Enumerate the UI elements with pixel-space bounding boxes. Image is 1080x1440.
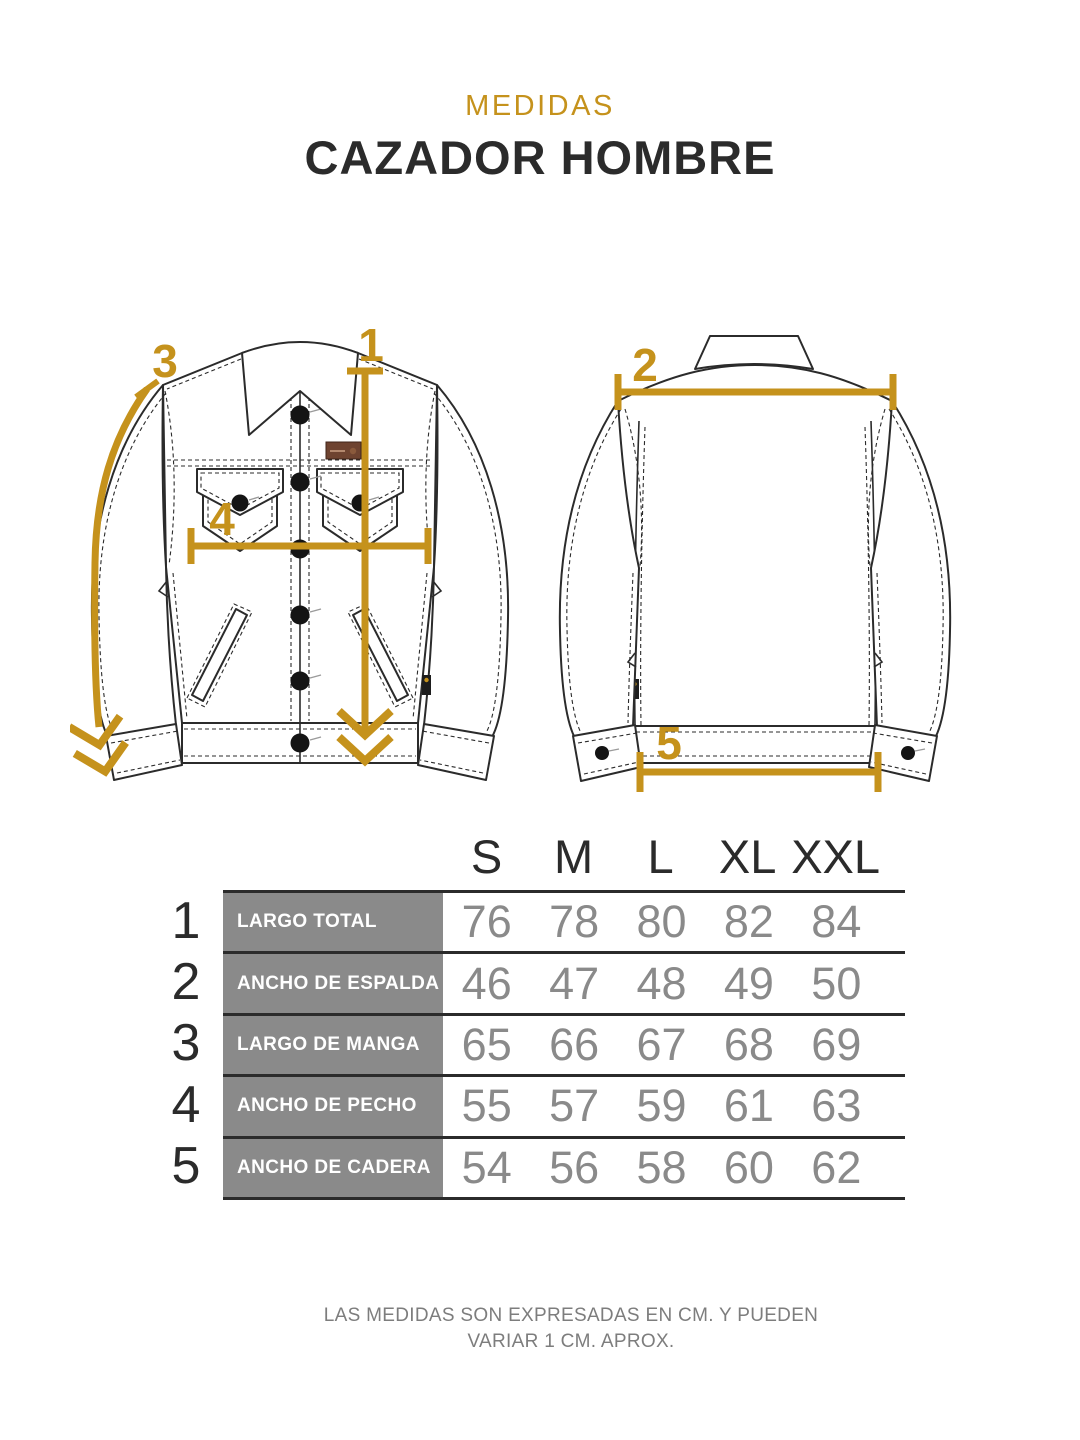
cell-value: 56 [549, 1141, 600, 1193]
marker-2: 2 [632, 339, 658, 391]
cell-value: 49 [723, 957, 774, 1009]
row-number: 1 [171, 891, 201, 950]
size-col-xxl: XXL [791, 830, 881, 883]
cell-value: 50 [811, 957, 862, 1009]
placket-button [291, 672, 310, 691]
row-label: ANCHO DE ESPALDA [223, 954, 443, 1012]
cell-value: 54 [461, 1141, 512, 1193]
cell-value: 63 [811, 1080, 862, 1132]
placket-button [291, 606, 310, 625]
cuff-button [595, 746, 609, 760]
size-header-row [443, 830, 880, 886]
cell-value: 60 [723, 1141, 774, 1193]
row-values [443, 1016, 880, 1074]
side-tag [422, 675, 431, 695]
cell-value: 76 [461, 896, 512, 948]
jacket-front-diagram [70, 323, 520, 808]
marker-3: 3 [152, 335, 178, 387]
cell-value: 59 [636, 1080, 687, 1132]
marker-5: 5 [656, 717, 682, 769]
cell-value: 57 [549, 1080, 600, 1132]
table-row [223, 951, 905, 1012]
cell-value: 69 [811, 1018, 862, 1070]
page-title: CAZADOR HOMBRE [304, 131, 776, 184]
footnote-line-1: LAS MEDIDAS SON EXPRESADAS EN CM. Y PUEDEN [323, 1305, 819, 1326]
cell-value: 84 [811, 896, 862, 948]
jacket-back-body [618, 365, 892, 726]
jacket-back-collar [695, 336, 813, 369]
page-eyebrow: MEDIDAS [465, 90, 615, 122]
cell-value: 67 [636, 1018, 687, 1070]
table-row [223, 1136, 905, 1197]
size-col-l: L [647, 830, 674, 883]
cell-value: 66 [549, 1018, 600, 1070]
table-row [223, 890, 905, 951]
waistband-button [291, 734, 310, 753]
jacket-back-diagram [545, 323, 1005, 808]
size-col-xl: XL [718, 830, 777, 883]
footnote [0, 1303, 1080, 1355]
placket-button [291, 406, 310, 425]
marker-4: 4 [209, 493, 235, 545]
cell-value: 48 [636, 957, 687, 1009]
cell-value: 80 [636, 896, 687, 948]
row-number: 4 [171, 1075, 201, 1134]
row-label: LARGO TOTAL [223, 893, 443, 951]
row-number: 3 [171, 1014, 201, 1073]
cell-value: 46 [461, 957, 512, 1009]
size-col-m: M [553, 830, 594, 883]
row-number: 5 [171, 1137, 201, 1196]
row-label: ANCHO DE PECHO [223, 1077, 443, 1135]
marker-1: 1 [358, 323, 384, 371]
cuff-button [901, 746, 915, 760]
footnote-line-2: VARIAR 1 CM. APROX. [467, 1331, 675, 1352]
row-label: ANCHO DE CADERA [223, 1139, 443, 1197]
row-number: 2 [171, 953, 201, 1012]
cell-value: 47 [549, 957, 600, 1009]
cell-value: 65 [461, 1018, 512, 1070]
row-values [443, 954, 880, 1012]
table-row [223, 1074, 905, 1135]
brand-label [326, 442, 361, 459]
row-values [443, 893, 880, 951]
cell-value: 61 [723, 1080, 774, 1132]
cell-value: 55 [461, 1080, 512, 1132]
cell-value: 62 [811, 1141, 862, 1193]
cell-value: 58 [636, 1141, 687, 1193]
row-values [443, 1077, 880, 1135]
row-values [443, 1139, 880, 1197]
size-col-s: S [470, 830, 503, 883]
cell-value: 68 [723, 1018, 774, 1070]
placket-button [291, 473, 310, 492]
cell-value: 78 [549, 896, 600, 948]
cell-value: 82 [723, 896, 774, 948]
row-label: LARGO DE MANGA [223, 1016, 443, 1074]
row-number-column [158, 890, 214, 1197]
measurement-table [223, 890, 905, 1200]
table-row [223, 1013, 905, 1074]
